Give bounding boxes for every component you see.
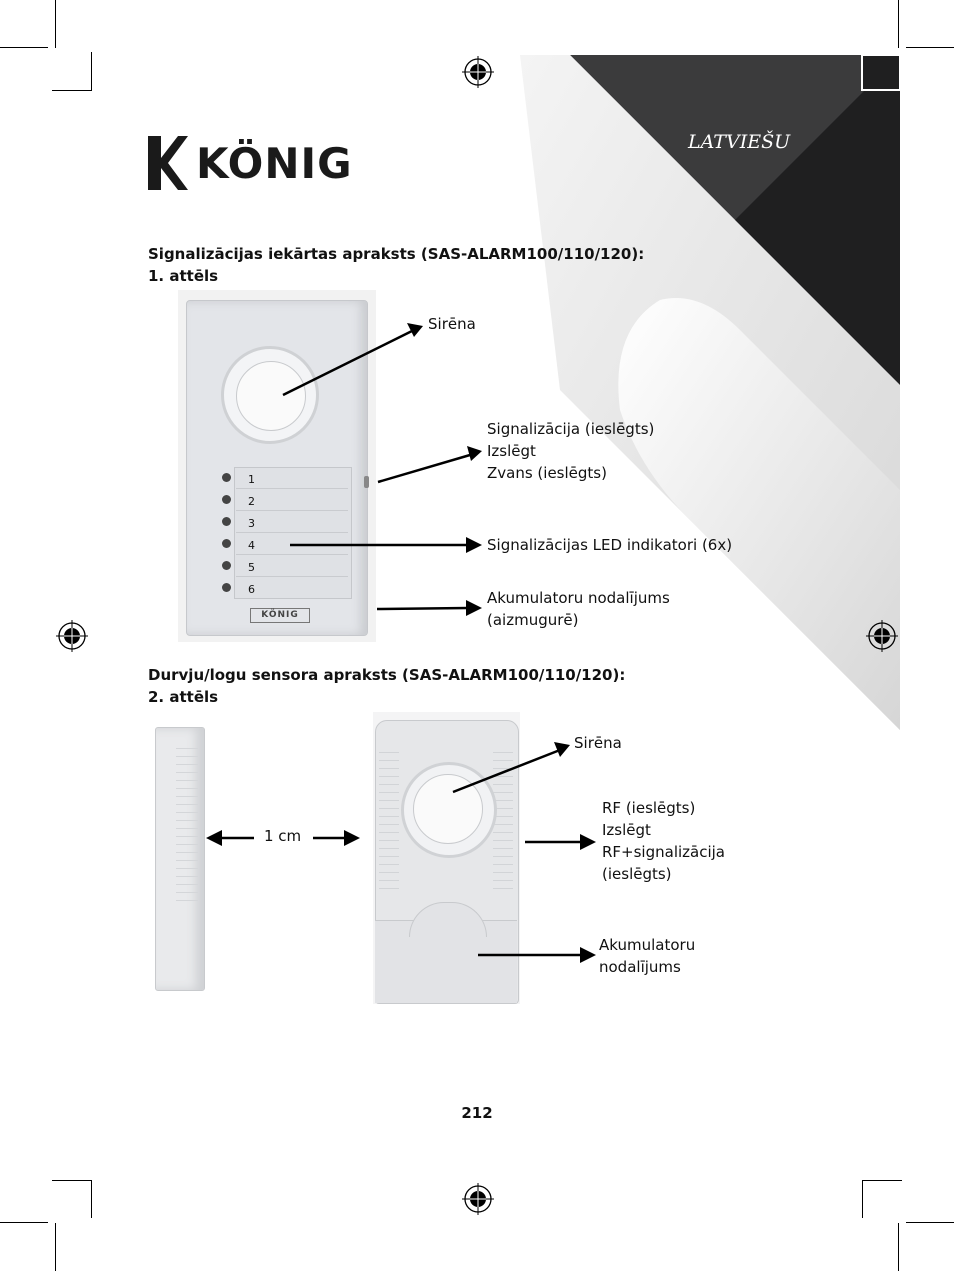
zone-button-5: 5 (236, 558, 348, 577)
label-siren: Sirēna (428, 315, 476, 333)
zone-button-2: 2 (236, 492, 348, 511)
section2-title: Durvju/logu sensora apraksts (SAS-ALARM100/110/120): (148, 666, 626, 684)
label-leds: Signalizācijas LED indikatori (6x) (487, 536, 733, 554)
arrowhead-icon (554, 742, 570, 757)
device-logo-plate: KÖNIG (250, 608, 310, 623)
zone-button-6: 6 (248, 583, 255, 596)
label-distance: 1 cm (264, 827, 302, 845)
label-sensor-switch-line4: (ieslēgts) (602, 865, 672, 883)
language-tab: LATVIEŠU (688, 131, 791, 153)
label-switch-line1: Signalizācija (ieslēgts) (487, 420, 655, 438)
label-sensor-battery-line1: Akumulatoru (599, 936, 696, 954)
section1-figure-label: 1. attēls (148, 267, 219, 285)
page-number: 212 (461, 1104, 493, 1122)
label-battery-line2: (aizmugurē) (487, 611, 579, 629)
label-switch-line3: Zvans (ieslēgts) (487, 464, 607, 482)
arrowhead-icon (206, 830, 222, 846)
arrowhead-icon (580, 947, 596, 963)
label-sensor-switch-line3: RF+signalizācija (602, 843, 725, 861)
zone-button-1: 1 (236, 470, 348, 489)
arrowhead-icon (344, 830, 360, 846)
label-battery-line1: Akumulatoru nodalījums (487, 589, 670, 607)
label-sensor-battery-line2: nodalījums (599, 958, 681, 976)
section2-figure-label: 2. attēls (148, 688, 219, 706)
arrow-sensor-siren (453, 750, 560, 792)
label-sensor-siren: Sirēna (574, 734, 622, 752)
label-sensor-switch-line1: RF (ieslēgts) (602, 799, 696, 817)
zone-button-4: 4 (236, 536, 348, 555)
label-switch-line2: Izslēgt (487, 442, 536, 460)
section1-title: Signalizācijas iekārtas apraksts (SAS-ALARM100/110/120): (148, 245, 645, 263)
zone-button-3: 3 (236, 514, 348, 533)
brand-name: KÖNIG (196, 138, 353, 188)
label-sensor-switch-line2: Izslēgt (602, 821, 651, 839)
arrowhead-icon (580, 834, 596, 850)
